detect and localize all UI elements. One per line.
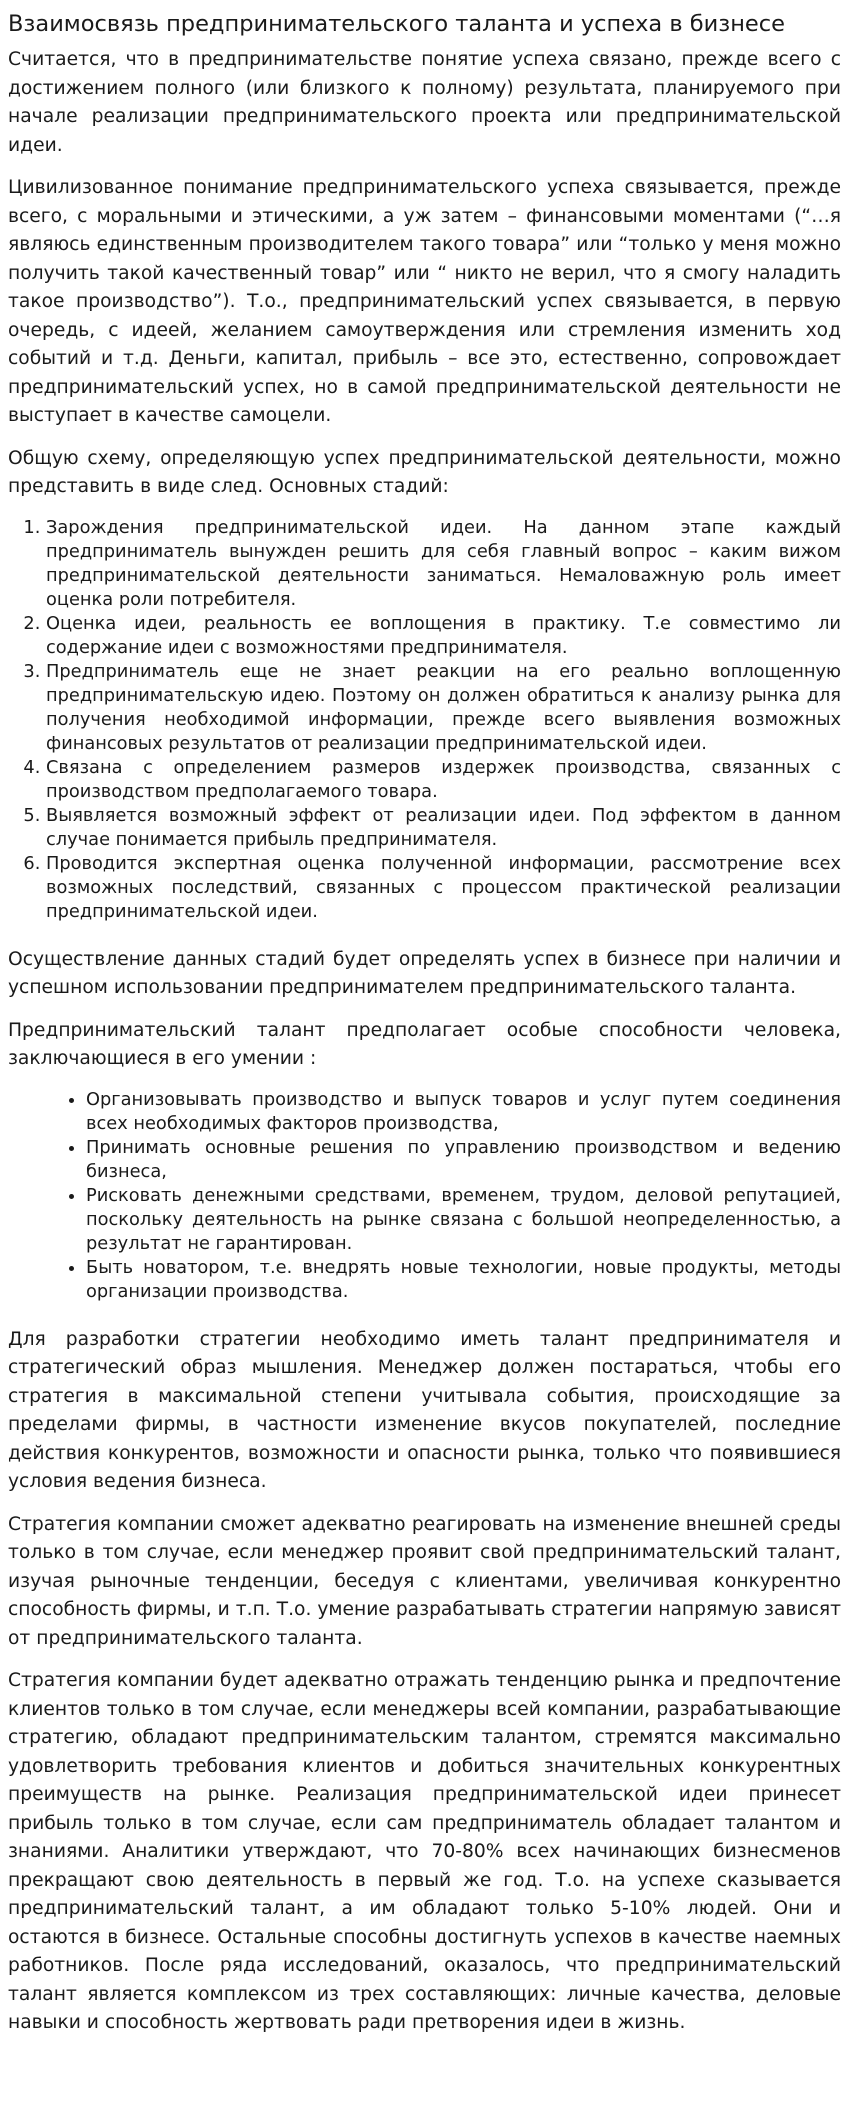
middle-paragraph-2: Предпринимательский талант предполагает особые способности человека, заключающиеся в его умении : — [8, 1019, 841, 1069]
ability-item-4: • Быть новатором, т.е. внедрять новые технологии, новые продукты, методы организации производства. — [86, 1256, 841, 1304]
abilities-list — [8, 1088, 841, 1304]
ability-item-2: • Принимать основные решения по управлению производством и ведению бизнеса, — [86, 1136, 841, 1184]
intro-paragraph-3: Общую схему, определяющую успех предпринимательской деятельности, можно представить в виде след. Основных стадий: — [8, 447, 841, 497]
stage-item-6: 6. Проводится экспертная оценка полученной информации, рассмотрение всех возможных последствий, связанных с процессом практической реализации предпринимательской идеи. — [46, 852, 841, 924]
stage-item-5: 5. Выявляется возможный эффект от реализации идеи. Под эффектом в данном случае понимается прибыль предпринимателя. — [46, 804, 841, 852]
stage-item-3: 3. Предприниматель еще не знает реакции на его реально воплощенную предпринимательскую идею. Поэтому он должен обратиться к анализу рынка для получения необходимой информации, прежде всего выявления возможных финансовых результатов от реализации предпринимательской идеи. — [46, 660, 841, 756]
middle-section — [8, 946, 841, 1074]
closing-paragraph-2: Стратегия компании сможет адекватно реагировать на изменение внешней среды только в том случае, если менеджер проявит свой предпринимательский талант, изучая рыночные тенденции, беседуя с клиентами, увеличивая конкурентно способность фирмы, и т.п. Т.о. умение разрабатывать стратегии напрямую зависят от предпринимательского таланта. — [8, 1513, 841, 1649]
closing-paragraph-3: Стратегия компании будет адекватно отражать тенденцию рынка и предпочтение клиентов только в том случае, если менеджеры всей компании, разрабатывающие стратегию, обладают предпринимательским талантом, стремятся максимально удовлетворить требования клиентов и добиться значительных конкурентных преимуществ на рынке. Реализация предпринимательской идеи принесет прибыль только в том случае, если сам предприниматель обладает талантом и знаниями. Аналитики утверждают, что 70-80% всех начинающих бизнесменов прекращают свою деятельность в первый же год. Т.о. на успехе сказывается предпринимательский талант, а им обладают только 5-10% людей. Они и остаются в бизнесе. Остальные способны достигнуть успехов в качестве наемных работников. После ряда исследований, оказалось, что предпринимательский талант является комплексом из трех составляющих: личные качества, деловые навыки и способность жертвовать ради претворения идеи в жизнь. — [8, 1670, 841, 2033]
stage-item-2: 2. Оценка идеи, реальность ее воплощения в практику. Т.е совместимо ли содержание идеи с возможностями предпринимателя. — [46, 612, 841, 660]
stage-item-4: 4. Связана с определением размеров издержек производства, связанных с производством предполагаемого товара. — [46, 756, 841, 804]
middle-paragraph-1: Осуществление данных стадий будет определять успех в бизнесе при наличии и успешном использовании предпринимателем предпринимательского таланта. — [8, 948, 841, 998]
stages-list — [8, 516, 841, 924]
closing-paragraph-1: Для разработки стратегии необходимо иметь талант предпринимателя и стратегический образ мышления. Менеджер должен постараться, чтобы его стратегия в максимальной степени учитывала события, происходящие за пределами фирмы, в частности изменение вкусов покупателей, последние действия конкурентов, возможности и опасности рынка, только что появившиеся условия ведения бизнеса. — [8, 1328, 841, 1492]
intro-section — [8, 46, 841, 502]
stage-item-1: 1. Зарождения предпринимательской идеи. На данном этапе каждый предприниматель вынужден решить для себя главный вопрос – каким вижом предпринимательской деятельности заниматься. Немаловажную роль имеет оценка роли потребителя. — [46, 516, 841, 612]
intro-paragraph-1: Считается, что в предпринимательстве понятие успеха связано, прежде всего с достижением полного (или близкого к полному) результата, планируемого при начале реализации предпринимательского проекта или предпринимательской идеи. — [8, 49, 841, 156]
ability-item-3: • Рисковать денежными средствами, временем, трудом, деловой репутацией, поскольку деятельность на рынке связана с большой неопределенностью, а результат не гарантирован. — [86, 1184, 841, 1256]
ability-item-1: • Организовывать производство и выпуск товаров и услуг путем соединения всех необходимых факторов производства, — [86, 1088, 841, 1136]
page-title: Взаимосвязь предпринимательского таланта и успеха в бизнесе — [8, 11, 785, 37]
intro-paragraph-2: Цивилизованное понимание предпринимательского успеха связывается, прежде всего, с моральными и этическими, а уж затем – финансовыми моментами (“…я являюсь единственным производителем такого товара” или “только у меня можно получить такой качественный товар” или “ никто не верил, что я смогу наладить такое производство”). Т.о., предпринимательский успех связывается, в первую очередь, с идеей, желанием самоутверждения или стремления изменить ход событий и т.д. Деньги, капитал, прибыль – все это, естественно, сопровождает предпринимательский успех, но в самой предпринимательской деятельности не выступает в качестве самоцели. — [8, 177, 841, 426]
closing-section — [8, 1326, 841, 2038]
